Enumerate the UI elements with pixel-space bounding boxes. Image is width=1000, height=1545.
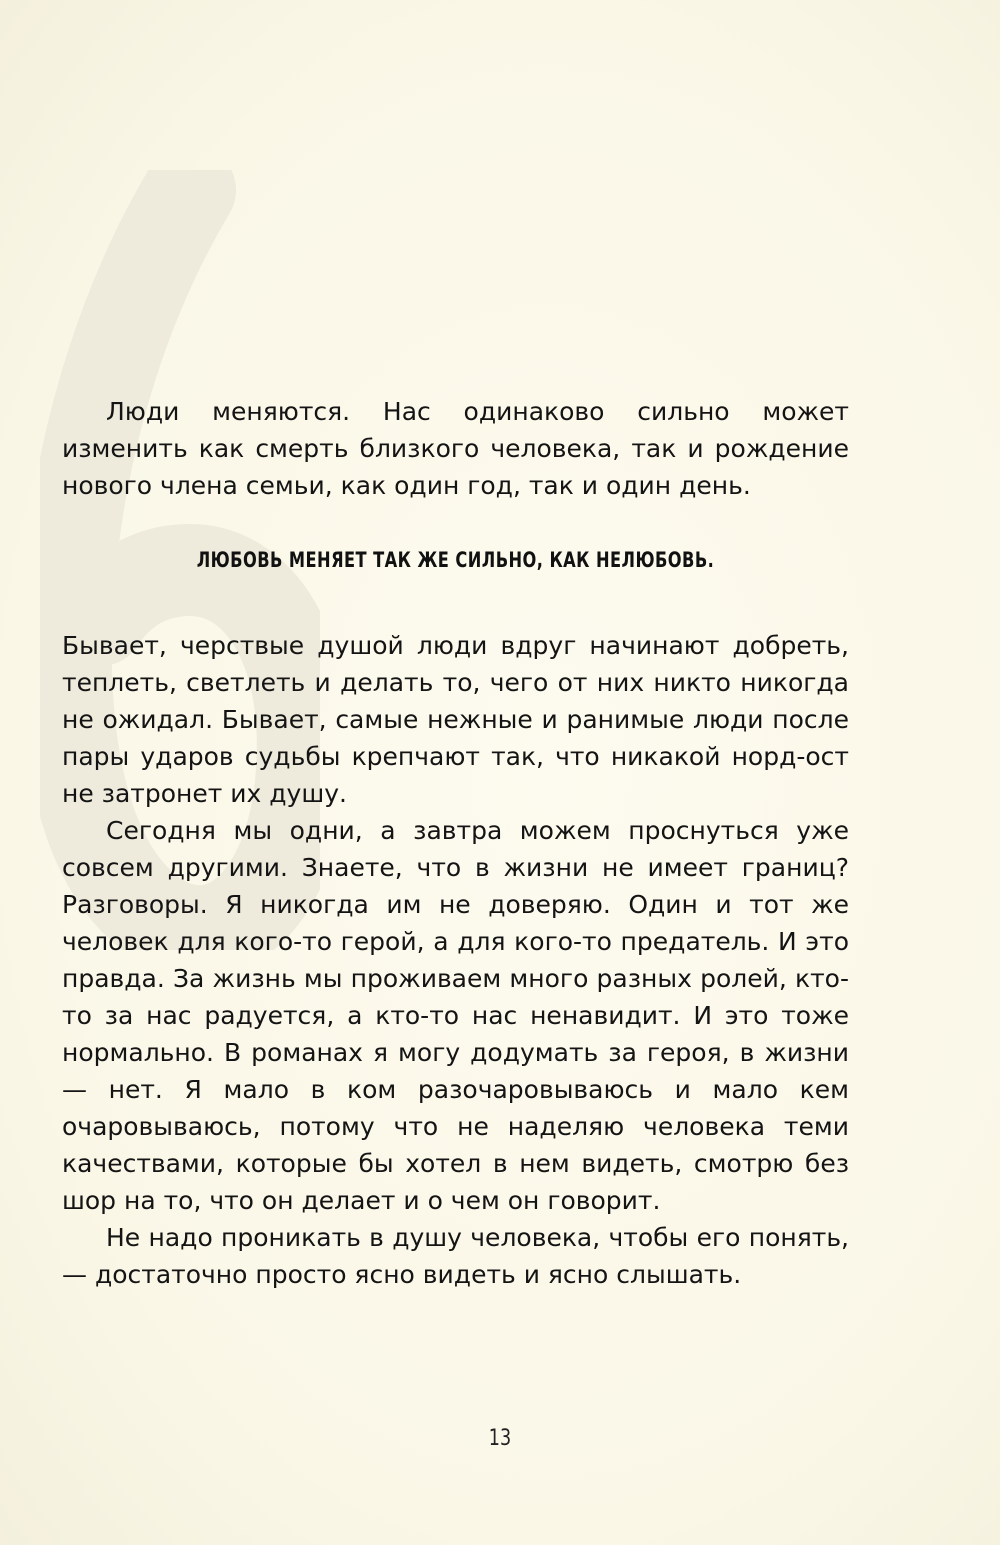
chapter-headline: ЛЮБОВЬ МЕНЯЕТ ТАК ЖЕ СИЛЬНО, КАК НЕЛЮБОВЬ. (196, 548, 715, 572)
paragraph-conversations: Сегодня мы одни, а завтра можем проснуться уже совсем другими. Знаете, что в жизни не имеет границ? Разговоры. Я никогда им не доверяю. Один и тот же человек для кого-то герой, а для кого-то предатель. И это правда. За жизнь мы проживаем много разных ролей, кто-то за нас радуется, а кто-то нас ненавидит. И это тоже нормально. В романах я могу додумать за героя, в жизни — нет. Я мало в ком разочаровываюсь и мало кем очаровываюсь, потому что не наделяю человека теми качествами, которые бы хотел в нем видеть, смотрю без шор на то, что он делает и о чем он говорит. (62, 816, 849, 1215)
paragraph-intro: Люди меняются. Нас одинаково сильно может изменить как смерть близкого человека, так и рождение нового члена семьи, как один год, так и один день. (62, 397, 849, 500)
chapter-text (62, 393, 849, 1293)
page-number: 13 (488, 1426, 512, 1451)
paragraph-people-change: Бывает, черствые душой люди вдруг начинают добреть, теплеть, светлеть и делать то, чего от них никто никогда не ожидал. Бывает, самые нежные и ранимые люди после пары ударов судьбы крепчают так, что никакой норд-ост не затронет их душу. (62, 631, 849, 808)
paragraph-conclusion: Не надо проникать в душу человека, чтобы его понять, — достаточно просто ясно видеть и ясно слышать. (62, 1223, 849, 1289)
